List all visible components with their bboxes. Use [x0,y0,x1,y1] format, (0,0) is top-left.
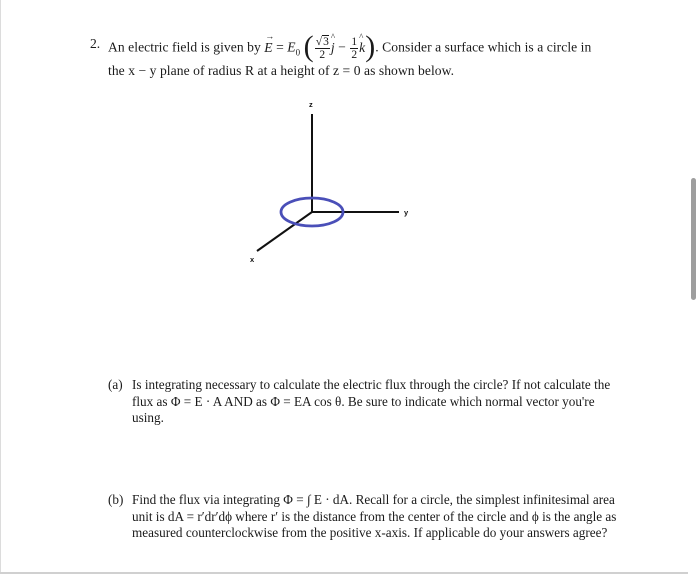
question-tail: . Consider a surface which is a circle in [375,39,592,55]
part-a [108,377,628,427]
k-hat-unit-vector: ^ k [359,40,365,56]
y-axis-label: y [404,208,409,217]
question-line-2: the x − y plane of radius R at a height of z = 0 as shown below. [108,63,455,78]
part-a-label: (a) [108,377,123,392]
part-b [108,492,628,558]
fraction-1-numerator: 3 [323,36,329,48]
part-b-label: (b) [108,492,124,507]
e0-subscript: 0 [295,47,301,58]
x-axis-label: x [250,255,255,264]
equals-sign: = [276,39,284,55]
field-vector-symbol: → E [264,40,272,56]
fraction-2-denominator: 2 [351,49,358,61]
left-paren: ( [303,29,314,63]
part-b-text: Find the flux via integrating Φ = ∫ E · dA. Recall for a circle, the simplest infinitesimal area unit is dA = r′dr′dϕ where r′ is the distance from the center of the circle and ϕ is the angle as measured counterclockwise from the positive x-axis. If applicable do your answers agree? [132,492,617,540]
e0-symbol: E [287,39,296,55]
minus-sign: − [338,39,346,55]
scrollbar-thumb[interactable] [691,178,696,300]
right-paren: ) [365,29,376,63]
part-a-text: Is integrating necessary to calculate the electric flux through the circle? If not calculate the flux as Φ = E · A AND as Φ = EA cos θ. Be sure to indicate which normal vector you're using. [132,377,611,425]
question-lead: An electric field is given by [108,39,261,55]
z-axis-label: z [309,100,313,109]
fraction-sqrt3-over-2: $\frac{√3}{2}$ [315,36,329,61]
question-number: 2. [90,36,101,51]
fraction-1-denominator: 2 [319,49,326,61]
j-hat-unit-vector: ^ j [331,40,335,56]
fraction-2-numerator: 1 [351,36,358,48]
